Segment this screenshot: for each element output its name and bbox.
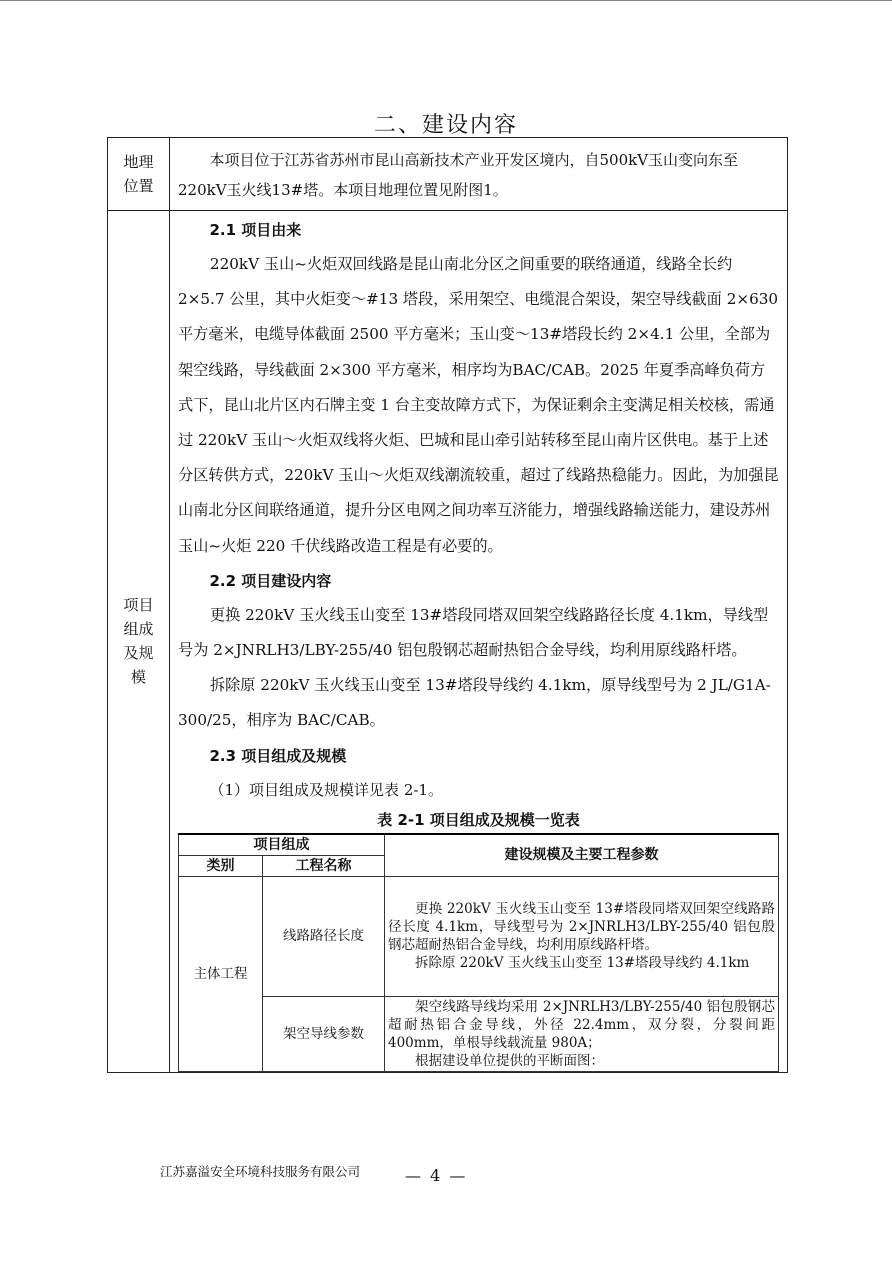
composition-label (108, 211, 170, 1073)
location-label-line: 地理 (123, 153, 154, 171)
composition-label-line: 项目 (123, 596, 154, 615)
section-2-3-para-1: （1）项目组成及规模详见表 2-1。 (209, 780, 443, 799)
section-2-1-text: 220kV 玉山~火炬双回线路是昆山南北分区之间重要的联络通道，线路全长约 2×5.7 公里，其中火炬变～#13 塔段，采用架空、电缆混合架设，架空导线截面 2×630 平方毫米，电缆导体截面 2500 平方毫米；玉山变～13#塔段长约 2×4.1 公里，全部为架空线路，导线截面 2×300 平方毫米，相序均为BAC/CAB。2025 年夏季高峰负荷方式下，昆山北片区内石牌主变 1 台主变故障方式下，为保证剩余主变满足相关校核，需通过 220kV 玉山～火炬双线将火炬、巴城和昆山牵引站转移至昆山南片区供电。基于上述分区转供方式，220kV 玉山～火炬双线潮流较重，超过了线路热稳能力。因此，为加强昆山南北分区间联络通道，提升分区电网之间功率互济能力，增强线路输送能力，建设苏州玉山~火炬 220 千伏线路改造工程是有必要的。 (178, 255, 779, 555)
header-category: 类别 (179, 855, 263, 876)
section-2-2-heading: 2.2 项目建设内容 (209, 571, 332, 590)
row1-params (385, 876, 779, 996)
row2-param-1: 架空线路导线均采用 2×JNRLH3/LBY-255/40 铝包殷钢芯超耐热铝合金导线，外径 22.4mm，双分裂，分裂间距 400mm，单根导线载流量 980A； (388, 998, 775, 1051)
section-2-3-heading: 2.3 项目组成及规模 (209, 746, 347, 765)
section-2-2-para-2: 拆除原 220kV 玉火线玉山变至 13#塔段导线约 4.1km，原导线型号为 2 JL/G1A-300/25，相序为 BAC/CAB。 (178, 676, 771, 730)
row2-name: 架空导线参数 (263, 996, 385, 1071)
page-top-border (0, 0, 892, 1)
composition-scale-table (178, 833, 779, 1072)
composition-content (170, 211, 788, 1073)
table-caption: 表 2-1 项目组成及规模一览表 (377, 810, 580, 829)
location-label (108, 138, 170, 211)
row1-name: 线路路径长度 (263, 876, 385, 996)
row1-param-2: 拆除原 220kV 玉火线玉山变至 13#塔段导线约 4.1km (415, 955, 750, 972)
composition-label-line: 组成 (123, 620, 154, 639)
table-header-row (179, 834, 779, 856)
composition-label-line: 及规 (123, 644, 154, 663)
row2-params (385, 996, 779, 1071)
composition-label-line: 模 (130, 668, 146, 687)
footer-company: 江苏嘉溢安全环境科技服务有限公司 (160, 1164, 361, 1179)
page-number: — 4 — (405, 1166, 468, 1185)
section-title: 二、建设内容 (373, 113, 518, 138)
content-table (107, 137, 788, 1073)
location-content (170, 138, 788, 211)
section-2-1-heading: 2.1 项目由来 (209, 221, 302, 239)
header-group: 项目组成 (179, 834, 385, 856)
category-cell: 主体工程 (179, 876, 263, 1071)
table-row (179, 876, 779, 996)
location-label-line: 位置 (123, 177, 154, 195)
location-text: 本项目位于江苏省苏州市昆山高新技术产业开发区境内，自500kV玉山变向东至220kV玉火线13#塔。本项目地理位置见附图1。 (178, 151, 739, 199)
section-2-2-para-1: 更换 220kV 玉火线玉山变至 13#塔段同塔双回架空线路路径长度 4.1km，导线型号为 2×JNRLH3/LBY-255/40 铝包殷钢芯超耐热铝合金导线，均利用原线路杆塔。 (178, 605, 769, 660)
location-row (108, 138, 788, 211)
table-row (179, 996, 779, 1071)
row1-param-1: 更换 220kV 玉火线玉山变至 13#塔段同塔双回架空线路路径长度 4.1km，导线型号为 2×JNRLH3/LBY-255/40 铝包殷钢芯超耐热铝合金导线，均利用原线路杆塔。 (388, 901, 775, 954)
header-name: 工程名称 (263, 855, 385, 876)
header-params: 建设规模及主要工程参数 (385, 834, 779, 877)
row2-param-2: 根据建设单位提供的平断面图： (415, 1052, 604, 1069)
composition-row (108, 211, 788, 1073)
